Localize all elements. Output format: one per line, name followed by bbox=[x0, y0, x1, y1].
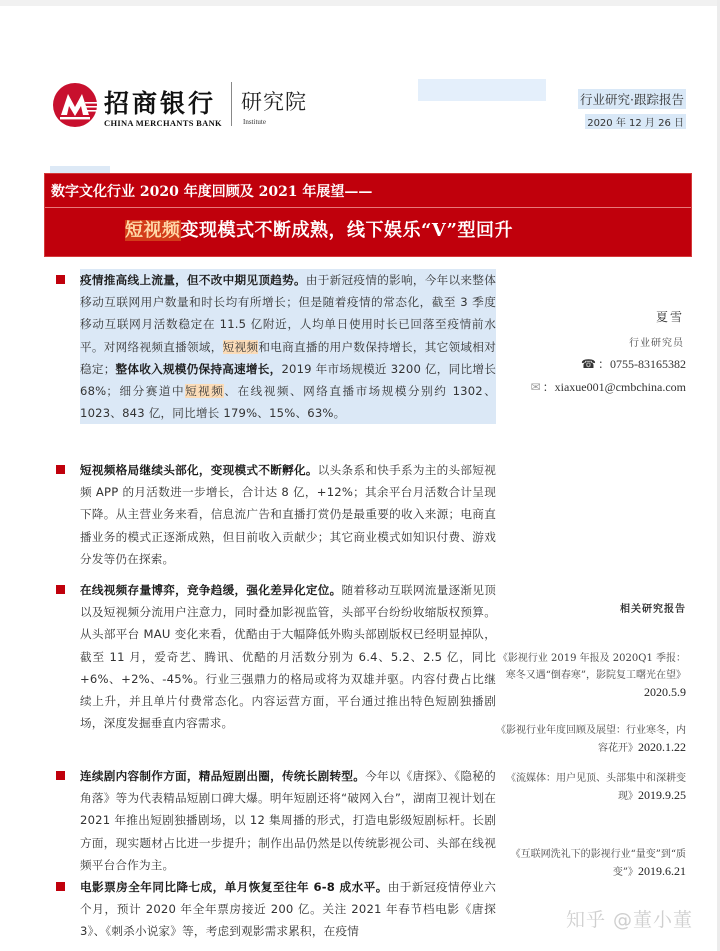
keyword-highlight: 短视频 bbox=[222, 339, 259, 354]
author-title: 行业研究员 bbox=[629, 338, 684, 349]
brand-divider bbox=[231, 82, 232, 126]
report-subtitle: 数字文化行业 2020 年度回顾及 2021 年展望—— bbox=[51, 184, 373, 200]
summary-bullet bbox=[56, 876, 496, 943]
summary-bullet bbox=[56, 579, 496, 734]
title-highlight: 短视频 bbox=[125, 220, 181, 241]
bullet-square-icon bbox=[56, 882, 65, 891]
report-date: 2020 年 12 月 26 日 bbox=[585, 114, 686, 129]
title-text: 变现模式不断成熟，线下娱乐“V”型回升 bbox=[180, 220, 514, 241]
viewer-top-bar bbox=[0, 0, 720, 6]
bullet-text[interactable]: 疫情推高线上流量，但不改中期见顶趋势。由于新冠疫情的影响，今年以来整体移动互联网用户数量和时长均有所增长；但是随着疫情的常态化，截至 3 季度移动互联网月活数稳定在 11.5 亿附近，人均单日使用时长已回落至疫情前水平。对网络视频直播领域，短视频和电商直播的用户数保持增长，其它领域相对稳定；整体收入规模仍保持高速增长，2019 年市场规模近 3200 亿，同比增长 68%；细分赛道中短视频、在线视频、网络直播市场规模分别约 1302、1023、843 亿，同比增长 179%、15%、63%。 bbox=[80, 269, 496, 424]
cmb-logo-icon bbox=[52, 82, 98, 128]
summary-bullet bbox=[56, 459, 496, 570]
author-name: 夏雪 bbox=[655, 310, 684, 324]
bullet-square-icon bbox=[56, 275, 65, 284]
bullet-text[interactable]: 短视频格局继续头部化，变现模式不断孵化。以头条系和快手系为主的头部短视频 APP 的月活数进一步增长，合计达 8 亿，+12%；其余平台月活数合计呈现下降。从主营业务来看，信息流广告和直播打赏仍是最重要的收入来源；电商直播业务的模式正逐渐成熟，但目前收入贡献少；其它商业模式如知识付费、游戏分发等仍在探索。 bbox=[80, 463, 496, 566]
related-reports-heading: 相关研究报告 bbox=[620, 604, 686, 615]
selection-highlight bbox=[50, 166, 110, 173]
related-report-item[interactable]: 《流媒体：用户见顶、头部集中和深耕变现》2019.9.25 bbox=[506, 773, 686, 802]
phone-icon: ☎ bbox=[581, 357, 596, 371]
related-report-item[interactable]: 《影视行业 2019 年报及 2020Q1 季报：寒冬又遇“倒春寒”，影院复工曙光在望》2020.5.9 bbox=[497, 653, 686, 699]
bullet-square-icon bbox=[56, 465, 65, 474]
bullet-text[interactable]: 连续剧内容制作方面，精品短剧出圈，传统长剧转型。今年以《唐探》、《隐秘的角落》等为代表精品短剧口碑大爆。明年短剧还将“破网入台”，湖南卫视计划在 2021 年推出短剧独播剧场，以 12 集周播的形式，打造电影级短剧标杆。长剧方面，现实题材占比进一步提升；制作出品仍然是以传统影视公司、头部在线视频平台合作为主。 bbox=[80, 769, 496, 872]
brand-name-cn: 招商银行 bbox=[104, 89, 217, 118]
author-email[interactable]: ✉ ：xiaxue001@cmbchina.com bbox=[530, 380, 686, 394]
selection-highlight bbox=[418, 79, 546, 101]
brand-name-en: CHINA MERCHANTS BANK bbox=[104, 118, 222, 128]
institute-name-en: Institute bbox=[243, 118, 266, 126]
bullet-text[interactable]: 在线视频存量博弈，竞争趋缓，强化差异化定位。随着移动互联网流量逐渐见顶以及短视频分流用户注意力，同时叠加影视监管，头部平台纷纷收缩版权预算。从头部平台 MAU 变化来看，优酷由于大幅降低外购头部剧版权已经明显掉队，截至 11 月，爱奇艺、腾讯、优酷的月活数分别为 6.4、5.2、2.5 亿，同比+6%、+2%、-45%。行业三强鼎力的格局或将为双雄并驱。内容付费占比继续上升，并且单片付费常态化。内容运营方面，平台通过推出特色短剧独播剧场，深度发掘垂直内容需求。 bbox=[80, 583, 496, 731]
bullet-text[interactable]: 电影票房全年同比降七成，单月恢复至往年 6-8 成水平。由于新冠疫情停业六个月，预计 2020 年全年票房接近 200 亿。关注 2021 年春节档电影《唐探 3》、《刺杀小说家》等，考虑到观影需求累积，在疫情 bbox=[80, 880, 496, 939]
keyword-highlight: 短视频 bbox=[185, 384, 225, 399]
bullet-square-icon bbox=[56, 771, 65, 780]
author-phone: ☎ ：0755-83165382 bbox=[581, 357, 686, 371]
summary-bullet bbox=[56, 765, 496, 876]
institute-name-cn: 研究院 bbox=[241, 90, 307, 114]
bullet-square-icon bbox=[56, 585, 65, 594]
mail-icon: ✉ bbox=[530, 380, 541, 394]
report-title bbox=[125, 216, 513, 242]
title-banner bbox=[44, 173, 692, 257]
related-report-item[interactable]: 《影视行业年度回顾及展望：行业寒冬，内容花开》2020.1.22 bbox=[496, 725, 686, 754]
banner-divider bbox=[45, 207, 691, 208]
watermark: 知乎 @董小董 bbox=[566, 909, 694, 931]
summary-bullet bbox=[56, 269, 496, 424]
related-report-item[interactable]: 《互联网洗礼下的影视行业“量变”到“质变”》2019.6.21 bbox=[510, 849, 686, 878]
report-type: 行业研究·跟踪报告 bbox=[578, 89, 686, 109]
